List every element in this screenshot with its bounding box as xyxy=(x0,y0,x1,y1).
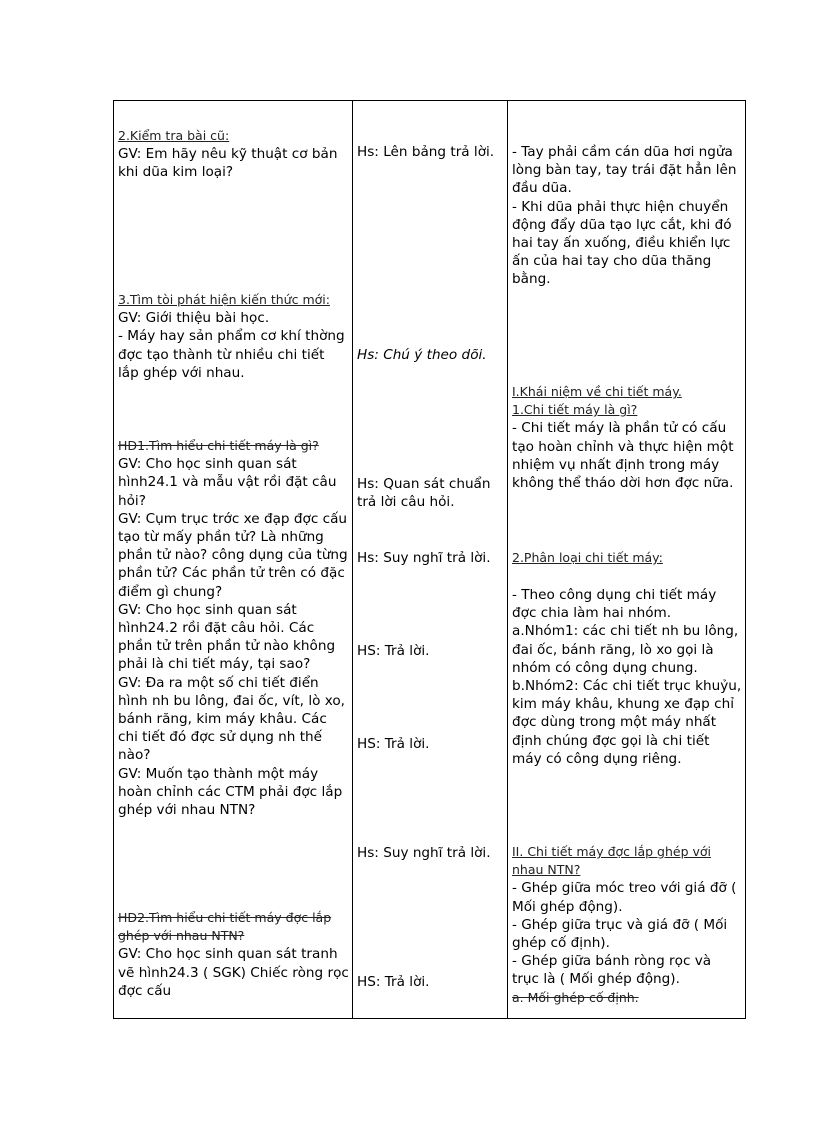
hd1-section xyxy=(118,437,349,819)
hs-suy-nghi-1: Hs: Suy nghĩ trả lời. xyxy=(357,550,491,566)
hs-tra-loi-2: HS: Trả lời. xyxy=(357,736,430,752)
gv-question-1: GV: Em hãy nêu kỹ thuật cơ bản khi dũa kim loại? xyxy=(118,146,338,181)
hs-quan-sat: Hs: Quan sát chuẩn trả lời câu hỏi. xyxy=(357,476,491,511)
definition-text: - Chi tiết máy là phần tử có cấu tạo hoàn chỉnh và thực hiện một nhiệm vụ nhất định trong máy không thể tháo dời hơn đợc nữa. xyxy=(512,420,734,492)
student-activity-column xyxy=(353,101,508,1019)
classification-body xyxy=(512,586,742,768)
gv-hinh243: GV: Cho học sinh quan sát tranh vẽ hình24.3 ( SGK) Chiếc ròng rọc đợc cấu xyxy=(118,946,349,999)
moi-ghep-co-dinh: a. Mối ghép cố định. xyxy=(512,989,639,1005)
gv-dien-hinh: GV: Đa ra một số chi tiết điển hình nh bu lông, đai ốc, vít, lò xo, bánh răng, kim máy khâu. Các chi tiết đó đợc sử dụng nh thế nào? xyxy=(118,674,346,764)
sub1-heading: 1.Chi tiết máy là gì? xyxy=(512,402,638,418)
review-section xyxy=(118,127,349,182)
review-answer xyxy=(512,143,742,289)
section-i xyxy=(512,383,742,492)
discovery-section xyxy=(118,291,349,382)
theo-cong-dung: - Theo công dụng chi tiết máy đợc chia làm hai nhóm. xyxy=(512,587,717,622)
content-column xyxy=(508,101,746,1019)
khi-dua-text: - Khi dũa phải thực hiện chuyển động đẩy dũa tạo lực cắt, khi đó hai tay ấn xuống, điều khiển lực ấn của hai tay cho dũa thăng bằng. xyxy=(512,198,732,288)
gv-hinh242: GV: Cho học sinh quan sát hình24.2 rồi đặt câu hỏi. Các phần tử trên phần tử nào không phải là chi tiết máy, tại sao? xyxy=(118,601,336,673)
ghep-banh: - Ghép giữa bánh ròng rọc và trục là ( Mối ghép động). xyxy=(512,953,712,988)
tim-toi-heading: 3.Tìm tòi phát hiện kiến thức mới: xyxy=(118,292,330,307)
ghep-moc: - Ghép giữa móc treo với giá đỡ ( Mối ghép động). xyxy=(512,880,737,915)
hs-suy-nghi-2: Hs: Suy nghĩ trả lời. xyxy=(357,845,491,861)
hd2-heading: HĐ2.Tìm hiểu chi tiết máy đợc lắp ghép với nhau NTN? xyxy=(118,910,332,944)
table-row xyxy=(114,101,746,1019)
gv-intro: GV: Giới thiệu bài học. xyxy=(118,310,270,327)
gv-muon-tao: GV: Muốn tạo thành một máy hoàn chỉnh các CTM phải đợc lắp ghép với nhau NTN? xyxy=(118,765,343,819)
hs-chu-y: Hs: Chú ý theo dõi. xyxy=(357,347,487,363)
section-ii-heading: II. Chi tiết máy đợc lắp ghép với nhau NTN? xyxy=(512,844,712,878)
section-ii xyxy=(512,843,742,1007)
gv-hinh241: GV: Cho học sinh quan sát hình24.1 và mẫu vật rồi đặt câu hỏi? xyxy=(118,456,337,509)
hd1-heading: HĐ1.Tìm hiểu chi tiết máy là gì? xyxy=(118,438,319,453)
sub2-heading: 2.Phân loại chi tiết máy: xyxy=(512,550,663,565)
hs-len-bang: Hs: Lên bảng trả lời. xyxy=(357,144,495,160)
teacher-activity-column xyxy=(114,101,353,1019)
classification xyxy=(512,549,742,567)
kiem-tra-heading: 2.Kiểm tra bài cũ: xyxy=(118,128,230,143)
nhom2-text: b.Nhóm2: Các chi tiết trục khuỷu, kim máy khâu, khung xe đạp chỉ đợc dùng trong một máy nhất định chúng đợc gọi là chi tiết máy có công dụng riêng. xyxy=(512,678,742,767)
section-i-heading: I.Khái niệm về chi tiết máy. xyxy=(512,384,682,399)
hs-tra-loi-1: HS: Trả lời. xyxy=(357,643,430,659)
hs-tra-loi-3: HS: Trả lời. xyxy=(357,974,430,990)
gv-cum-truc: GV: Cụm trục trớc xe đạp đợc cấu tạo từ mấy phần tử? Là những phần tử nào? công dụng của từng phần tử? Các phần tử trên có đặc điểm gì chung? xyxy=(118,510,348,600)
tay-phai-text: - Tay phải cầm cán dũa hơi ngửa lòng bàn tay, tay trái đặt hẳn lên đầu dũa. xyxy=(512,144,737,197)
hd2-section xyxy=(118,909,349,1000)
ghep-truc: - Ghép giữa trục và giá đỡ ( Mối ghép cố định). xyxy=(512,916,728,952)
lesson-plan-table xyxy=(113,100,746,1019)
nhom1-text: a.Nhóm1: các chi tiết nh bu lông, đai ốc, bánh răng, lò xo gọi là nhóm có công dụng chung. xyxy=(512,623,739,676)
may-hay-text: - Máy hay sản phẩm cơ khí thờng đợc tạo thành từ nhiều chi tiết lắp ghép với nhau. xyxy=(118,328,345,381)
